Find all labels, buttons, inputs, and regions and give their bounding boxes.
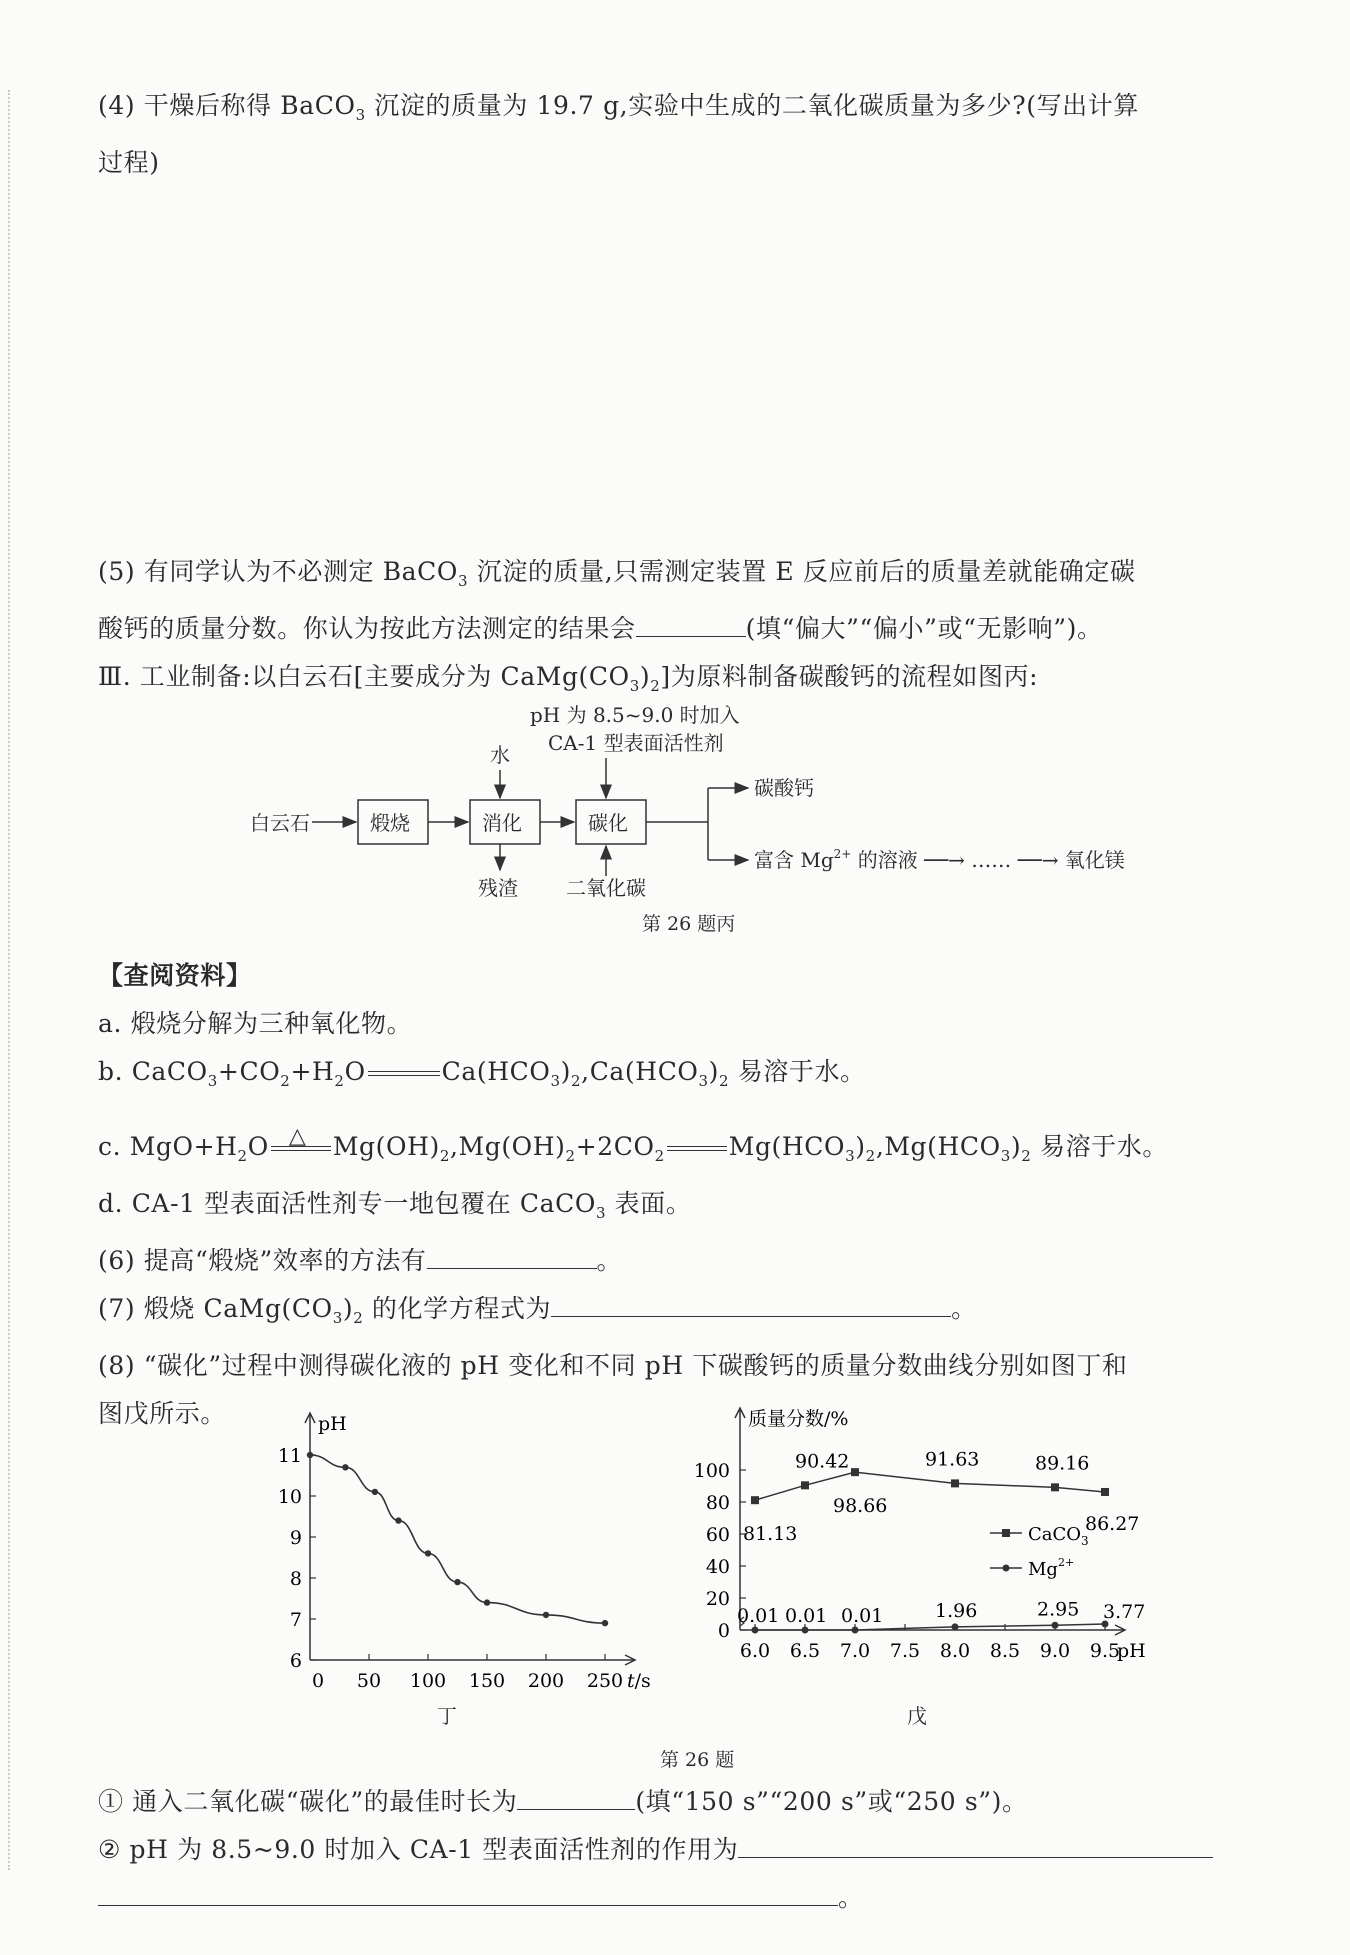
mg-data-label: 1.96 bbox=[935, 1599, 978, 1622]
legend-caco3-label: CaCO$_3$ bbox=[1028, 1524, 1089, 1548]
question-8-parts: ① 通入二氧化碳“碳化”的最佳时长为 (填“150 s”“200 s”或“250 s”)。 ② pH 为 8.5~9.0 时加入 CA-1 型表面活性剂的作用为 。 bbox=[98, 1778, 1288, 1922]
x-tick-label: 6.0 bbox=[739, 1640, 771, 1662]
flow-water: 水 bbox=[490, 743, 510, 767]
answer-blank-8-2a[interactable] bbox=[738, 1831, 1213, 1858]
ph-point bbox=[372, 1489, 378, 1495]
caco3-point bbox=[751, 1496, 759, 1504]
mg-data-label: 0.01 bbox=[841, 1604, 884, 1627]
flow-diagram bbox=[230, 700, 1190, 940]
caco3-point bbox=[801, 1481, 809, 1489]
question-6: (6) 提高“煅烧”效率的方法有 。 bbox=[98, 1246, 622, 1275]
y-tick-label: 100 bbox=[693, 1460, 730, 1482]
y-tick-label: 10 bbox=[277, 1486, 302, 1508]
reference-section bbox=[98, 952, 1288, 1438]
x-tick-label: 7.5 bbox=[889, 1640, 921, 1662]
mg-point bbox=[1052, 1622, 1059, 1629]
ph-point bbox=[602, 1620, 608, 1626]
caco3-point bbox=[1101, 1488, 1109, 1496]
caco3-point bbox=[851, 1468, 859, 1476]
caco3-data-label: 86.27 bbox=[1085, 1512, 1140, 1535]
legend-mg-label: $Mg^{2+}$ bbox=[1028, 1556, 1075, 1580]
flow-top-note-2: CA-1 型表面活性剂 bbox=[548, 731, 724, 755]
legend-mg-marker bbox=[1003, 1565, 1010, 1572]
y-tick-label: 0 bbox=[717, 1620, 730, 1642]
ph-point bbox=[543, 1612, 549, 1618]
ph-point bbox=[454, 1579, 460, 1585]
question-5: (5) 有同学认为不必测定 BaCO$_3$ 沉淀的质量,只需测定装置 E 反应前后的质量差就能确定碳 酸钙的质量分数。你认为按此方法测定的结果会 (填“偏大”“偏小”或“无影响”)。 Ⅲ. 工业制备:以白云石[主要成分为 $CaMg(CO_3)_2$]为原料制备碳酸钙的流程如图丙: bbox=[98, 557, 1136, 695]
flow-box-2-label: 消化 bbox=[482, 811, 522, 835]
ph-point bbox=[425, 1550, 431, 1556]
flow-start: 白云石 bbox=[250, 811, 310, 835]
ph-point bbox=[342, 1464, 348, 1470]
flow-out-2: 富含 $Mg^{2+}$ 的溶液 ──→ …… ──→ 氧化镁 bbox=[754, 847, 1125, 872]
caco3-point bbox=[1051, 1483, 1059, 1491]
mg-data-label: 0.01 bbox=[737, 1604, 780, 1627]
flow-box-3-label: 碳化 bbox=[588, 811, 628, 835]
x-tick-label: 9.0 bbox=[1039, 1640, 1071, 1662]
question-7: (7) 煅烧 $CaMg(CO_3)_2$ 的化学方程式为 。 bbox=[98, 1294, 977, 1323]
mg-point bbox=[852, 1626, 859, 1633]
flow-caption: 第 26 题丙 bbox=[642, 913, 736, 935]
x-tick-label: 0 bbox=[311, 1670, 325, 1692]
answer-blank-6[interactable] bbox=[427, 1242, 597, 1269]
mg-point bbox=[752, 1626, 759, 1633]
flow-residue: 残渣 bbox=[478, 876, 518, 900]
chart-ding-subcaption: 丁 bbox=[437, 1704, 457, 1728]
flow-top-note-1: pH 为 8.5~9.0 时加入 bbox=[530, 703, 740, 727]
reference-b: b. $CaCO_3+CO_2+H_2O$ $Ca(HCO_3)_2,Ca(HCO_3)_2$ 易溶于水。 bbox=[98, 1057, 866, 1090]
x-axis-label: t/s bbox=[627, 1670, 651, 1692]
answer-blank-8-1[interactable] bbox=[517, 1783, 635, 1810]
x-tick-label: 150 bbox=[468, 1670, 506, 1692]
answer-blank-5[interactable] bbox=[636, 610, 746, 637]
x-tick-label: 50 bbox=[356, 1670, 382, 1692]
reference-c: c. $MgO+H_2O$ △ $Mg(OH)_2,Mg(OH)_2+2CO_2$ $Mg(HCO_3)_2,Mg(HCO_3)_2$ 易溶于水。 bbox=[98, 1124, 1168, 1165]
x-tick-label: 9.5 bbox=[1089, 1640, 1121, 1662]
mg-data-label: 3.77 bbox=[1103, 1600, 1146, 1623]
x-tick-label: 100 bbox=[409, 1670, 447, 1692]
caco3-data-label: 91.63 bbox=[925, 1448, 980, 1471]
x-axis-label: pH bbox=[1117, 1640, 1146, 1662]
flow-box-1-label: 煅烧 bbox=[370, 811, 410, 835]
reference-title: 【查阅资料】 bbox=[98, 961, 252, 990]
y-tick-label: 40 bbox=[705, 1556, 730, 1578]
answer-blank-7[interactable] bbox=[551, 1290, 951, 1317]
x-tick-label: 8.5 bbox=[989, 1640, 1021, 1662]
x-tick-label: 8.0 bbox=[939, 1640, 971, 1662]
mg-point bbox=[952, 1623, 959, 1630]
flow-co2: 二氧化碳 bbox=[566, 876, 646, 900]
caco3-point bbox=[951, 1479, 959, 1487]
chart-ding-ph-time bbox=[240, 1405, 660, 1695]
mg-data-label: 0.01 bbox=[785, 1604, 828, 1627]
question-8: (8) “碳化”过程中测得碳化液的 pH 变化和不同 pH 下碳酸钙的质量分数曲线分别如图丁和 图戊所示。 bbox=[98, 1351, 1128, 1428]
x-tick-label: 6.5 bbox=[789, 1640, 821, 1662]
mg-point bbox=[802, 1626, 809, 1633]
caco3-data-label: 98.66 bbox=[833, 1495, 888, 1518]
ph-curve bbox=[310, 1455, 605, 1623]
x-tick-label: 250 bbox=[586, 1670, 624, 1692]
y-axis-label: pH bbox=[318, 1413, 347, 1435]
ph-point bbox=[307, 1452, 313, 1458]
ph-point bbox=[395, 1517, 401, 1523]
figure-caption: 第 26 题 bbox=[660, 1749, 735, 1771]
question-8-1: ① 通入二氧化碳“碳化”的最佳时长为 (填“150 s”“200 s”或“250 s”)。 bbox=[98, 1787, 1028, 1816]
y-tick-label: 60 bbox=[705, 1524, 730, 1546]
answer-blank-8-2b[interactable] bbox=[98, 1879, 838, 1906]
y-tick-label: 11 bbox=[277, 1445, 302, 1467]
x-tick-label: 7.0 bbox=[839, 1640, 871, 1662]
y-tick-label: 7 bbox=[289, 1609, 302, 1631]
caco3-data-label: 89.16 bbox=[1035, 1452, 1090, 1475]
question-8-2: ② pH 为 8.5~9.0 时加入 CA-1 型表面活性剂的作用为 bbox=[98, 1835, 1213, 1864]
y-tick-label: 9 bbox=[289, 1527, 302, 1549]
y-tick-label: 80 bbox=[705, 1492, 730, 1514]
chart-wu-mass-fraction bbox=[690, 1400, 1150, 1700]
flow-out-1: 碳酸钙 bbox=[754, 776, 814, 800]
chart-wu-subcaption: 戊 bbox=[907, 1704, 927, 1728]
ph-point bbox=[484, 1599, 490, 1605]
caco3-data-label: 90.42 bbox=[795, 1450, 850, 1473]
y-tick-label: 8 bbox=[289, 1568, 302, 1590]
reference-a: a. 煅烧分解为三种氧化物。 bbox=[98, 1009, 413, 1038]
y-axis-label: 质量分数/% bbox=[748, 1408, 849, 1430]
margin-dotted-line bbox=[8, 90, 10, 1870]
x-tick-label: 200 bbox=[527, 1670, 565, 1692]
mg-data-label: 2.95 bbox=[1037, 1598, 1080, 1621]
reference-d: d. CA-1 型表面活性剂专一地包覆在 CaCO$_3$ 表面。 bbox=[98, 1189, 692, 1222]
caco3-data-label: 81.13 bbox=[743, 1523, 798, 1546]
y-tick-label: 20 bbox=[705, 1588, 730, 1610]
question-4: (4) 干燥后称得 BaCO$_3$ 沉淀的质量为 19.7 g,实验中生成的二氧化碳质量为多少?(写出计算 过程) bbox=[98, 91, 1139, 177]
legend-caco3-marker bbox=[1002, 1529, 1010, 1537]
y-tick-label: 6 bbox=[289, 1650, 302, 1672]
